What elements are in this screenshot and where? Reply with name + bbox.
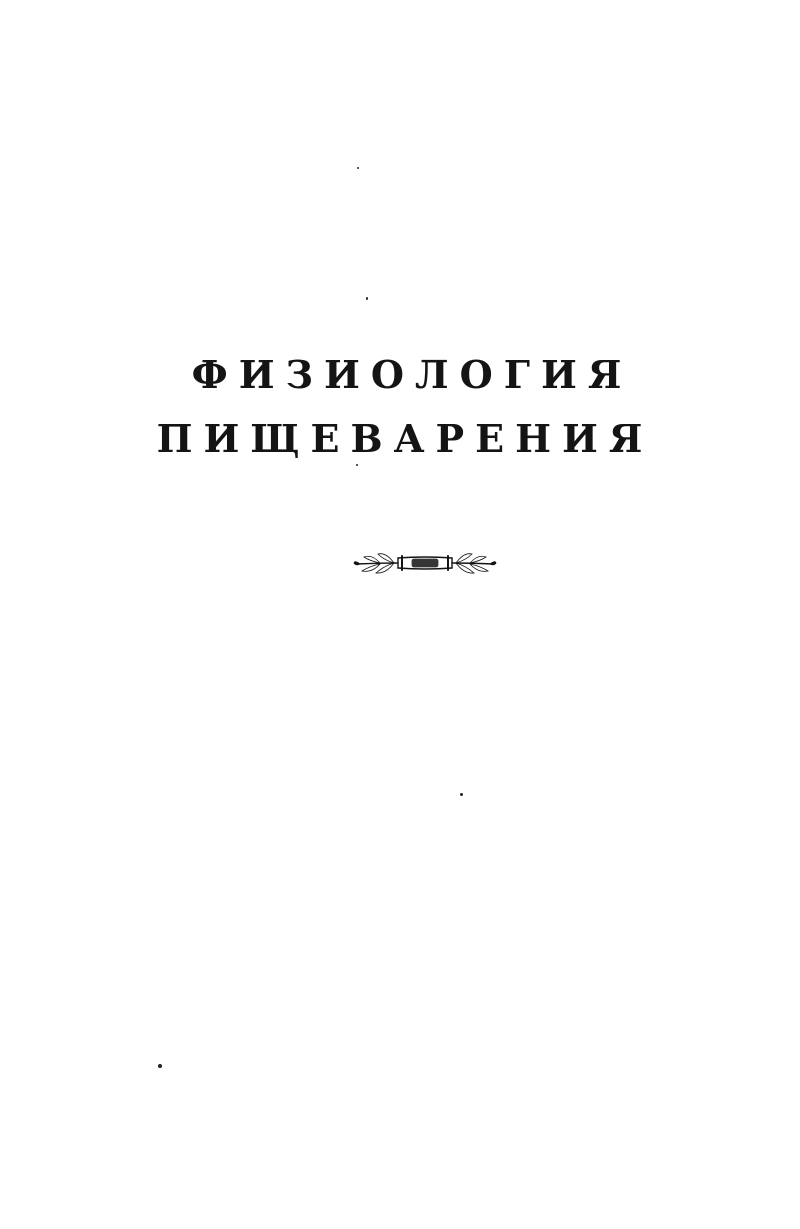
laurel-vignette-icon bbox=[352, 546, 498, 580]
speck bbox=[356, 464, 358, 466]
title-line-2: ПИЩЕВАРЕНИЯ bbox=[156, 416, 654, 461]
speck bbox=[366, 297, 368, 300]
title-line-1: ФИЗИОЛОГИЯ bbox=[191, 352, 633, 397]
speck bbox=[158, 1064, 162, 1068]
speck bbox=[460, 793, 463, 796]
speck bbox=[357, 167, 359, 169]
book-title bbox=[0, 350, 800, 461]
